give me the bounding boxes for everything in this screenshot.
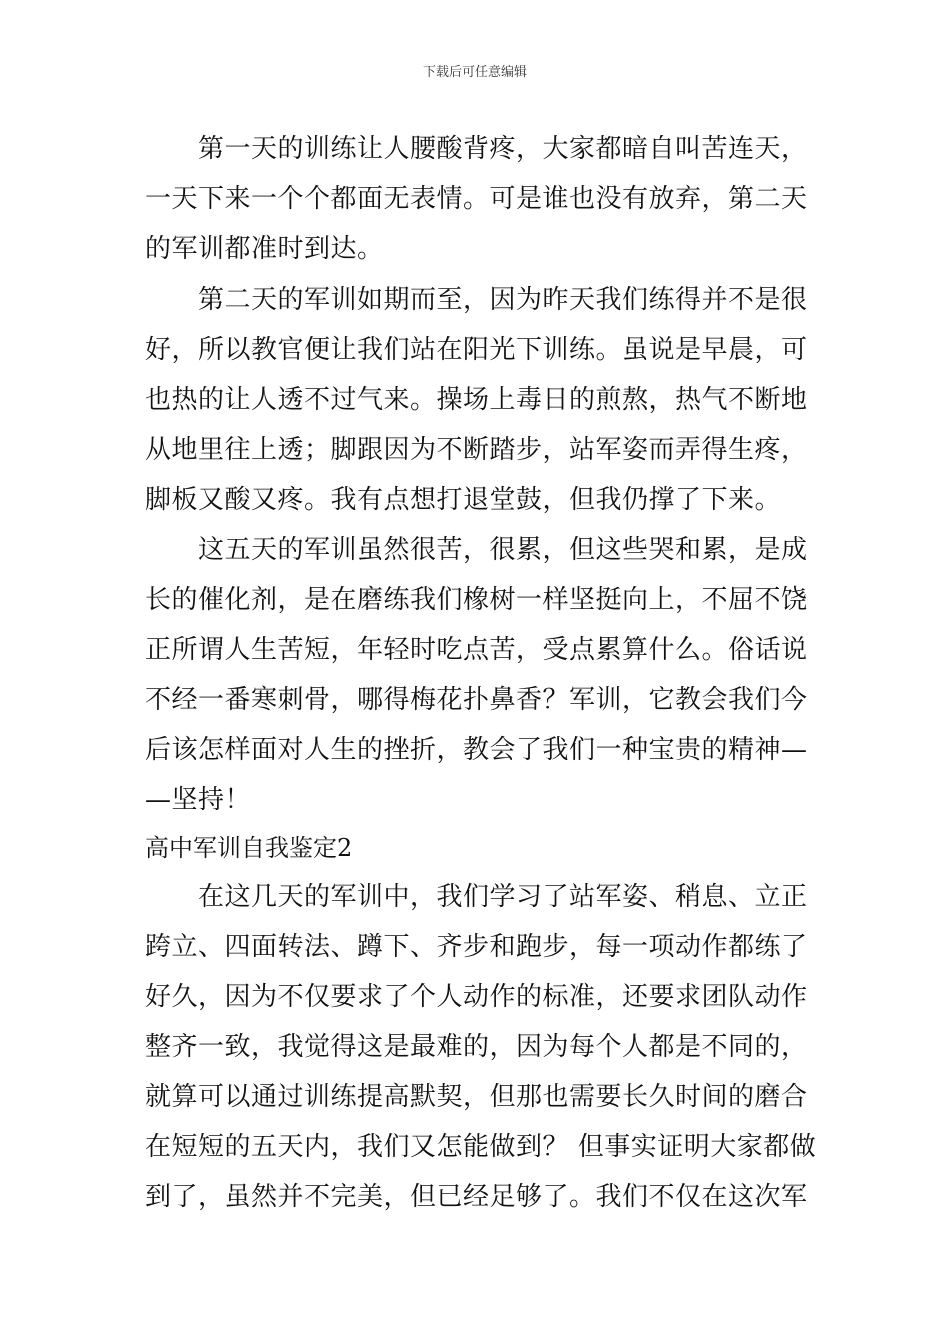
section-heading: 高中军训自我鉴定2	[145, 834, 353, 862]
paragraph-4-line-2: 跨立、四面转法、蹲下、齐步和跑步，每一项动作都练了	[145, 932, 808, 962]
paragraph-3-line-6: —坚持！	[145, 785, 252, 815]
paragraph-3-line-5: 后该怎样面对人生的挫折，教会了我们一种宝贵的精神—	[145, 735, 808, 765]
paragraph-3-line-2: 长的催化剂，是在磨练我们橡树一样坚挺向上，不屈不饶	[145, 585, 808, 615]
paragraph-2-line-4: 从地里往上透；脚跟因为不断踏步，站军姿而弄得生疼，	[145, 435, 808, 465]
paragraph-2-line-1: 第二天的军训如期而至，因为昨天我们练得并不是很	[198, 285, 808, 315]
paragraph-4-line-1: 在这几天的军训中，我们学习了站军姿、稍息、立正	[198, 882, 808, 912]
paragraph-4-line-6: 在短短的五天内，我们又怎能做到？ 但事实证明大家都做	[145, 1132, 817, 1162]
paragraph-4-line-4: 整齐一致，我觉得这是最难的，因为每个人都是不同的，	[145, 1032, 808, 1062]
paragraph-1-line-1: 第一天的训练让人腰酸背疼，大家都暗自叫苦连天，	[198, 134, 808, 164]
paragraph-2-line-3: 也热的让人透不过气来。操场上毒日的煎熬，热气不断地	[145, 385, 808, 415]
paragraph-4-line-3: 好久，因为不仅要求了个人动作的标准，还要求团队动作	[145, 982, 808, 1012]
paragraph-3-line-3: 正所谓人生苦短，年轻时吃点苦，受点累算什么。俗话说	[145, 635, 808, 665]
paragraph-3-line-1: 这五天的军训虽然很苦，很累，但这些哭和累，是成	[198, 535, 808, 565]
paragraph-1-line-2: 一天下来一个个都面无表情。可是谁也没有放弃，第二天	[145, 184, 808, 214]
paragraph-2-line-2: 好，所以教官便让我们站在阳光下训练。虽说是早晨，可	[145, 335, 808, 365]
paragraph-2-line-5: 脚板又酸又疼。我有点想打退堂鼓，但我仍撑了下来。	[145, 485, 782, 515]
paragraph-1-line-3: 的军训都准时到达。	[145, 234, 384, 264]
paragraph-3-line-4: 不经一番寒刺骨，哪得梅花扑鼻香？军训，它教会我们今	[145, 685, 808, 715]
paragraph-4-line-7: 到了，虽然并不完美，但已经足够了。我们不仅在这次军	[145, 1182, 808, 1212]
page-header: 下载后可任意编辑	[422, 65, 527, 80]
paragraph-4-line-5: 就算可以通过训练提高默契，但那也需要长久时间的磨合	[145, 1082, 808, 1112]
